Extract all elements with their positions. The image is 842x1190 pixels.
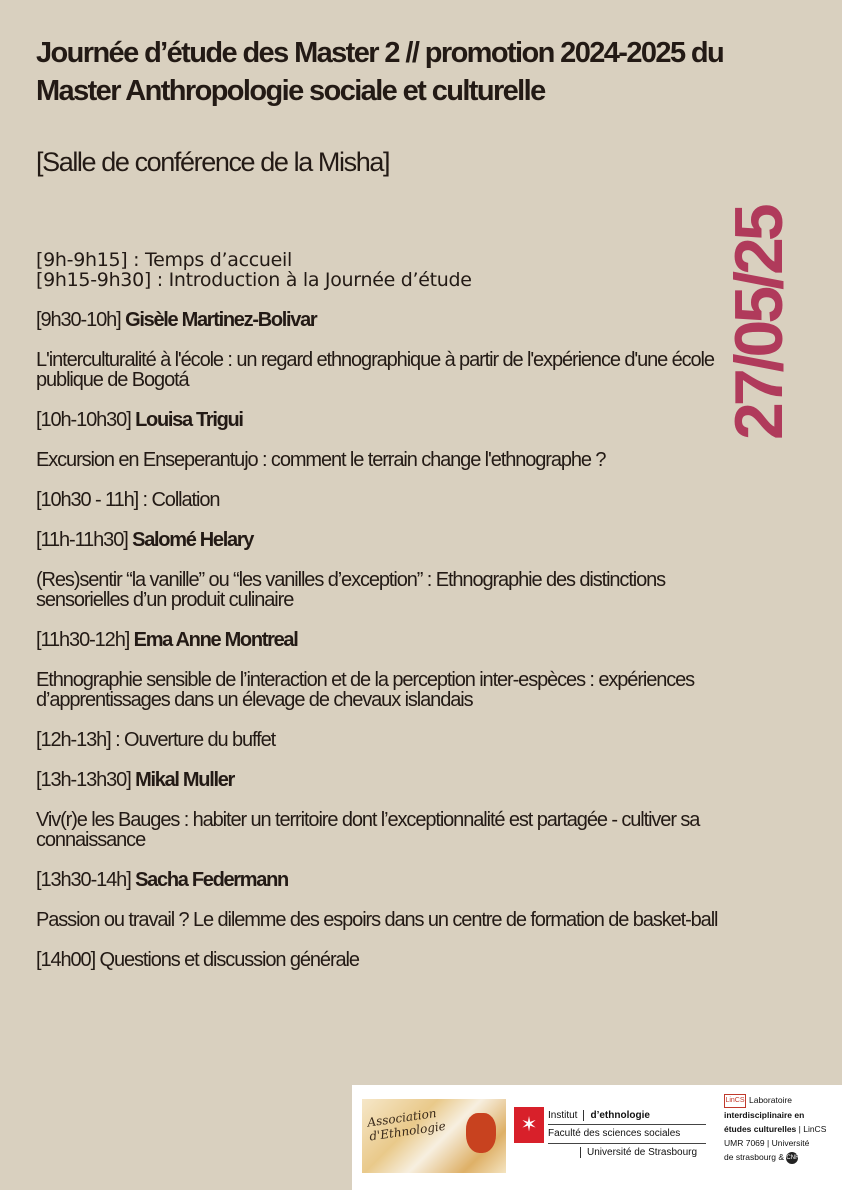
- partner-logos: [352, 1085, 842, 1190]
- intro-slot: [9h15-9h30] : Introduction à la Journée d’étude: [36, 269, 472, 291]
- talk-title: Ethnographie sensible de l’interaction et de la perception inter-espèces : expériences d’apprentissages dans un élevage de chevaux islandais: [36, 669, 695, 711]
- lincs-line: Université: [771, 1137, 810, 1148]
- talk-time: [10h-10h30]: [36, 409, 131, 431]
- talk-time: [13h-13h30]: [36, 769, 131, 791]
- lincs-line: interdisciplinaire en: [724, 1109, 805, 1120]
- divider: [548, 1143, 706, 1144]
- lincs-logo: LinCS Laboratoire interdisciplinaire en études culturelles | LinCS UMR 7069 | Université de strasbourg & CNRS: [724, 1095, 827, 1162]
- talk-speaker: Louisa Trigui: [135, 409, 243, 431]
- event-date: 27/05/25: [721, 207, 797, 440]
- closing-slot: [14h00] Questions et discussion générale: [36, 949, 359, 971]
- institut-ethnologie-logo: [514, 1107, 714, 1165]
- talk-speaker: Ema Anne Montreal: [133, 629, 298, 651]
- logo-universite: Université de Strasbourg: [580, 1147, 697, 1158]
- event-title: Journée d’étude des Master 2 // promotion 2024-2025 du Master Anthropologie sociale et culturelle: [36, 37, 724, 107]
- lincs-line: UMR 7069: [724, 1137, 765, 1148]
- talk-title: (Res)sentir “la vanille” ou “les vanilles d’exception” : Ethnographie des distinctions sensorielles d’un produit culinaire: [36, 569, 666, 611]
- welcome-slot: [9h-9h15] : Temps d’accueil: [36, 249, 292, 271]
- lincs-line: &: [778, 1151, 785, 1162]
- buffet-slot: [12h-13h] : Ouverture du buffet: [36, 729, 276, 751]
- talk-slot: [36, 630, 726, 650]
- talk-title: L'interculturalité à l'école : un regard ethnographique à partir de l'expérience d'une école publique de Bogotá: [36, 349, 714, 391]
- talk-title: Viv(r)e les Bauges : habiter un territoire dont l’exceptionnalité est partagée - cultiver sa connaissance: [36, 809, 700, 851]
- lincs-line: études culturelles: [724, 1123, 797, 1134]
- venue: [Salle de conférence de la Misha]: [36, 147, 390, 177]
- lincs-badge: LinCS: [724, 1094, 746, 1108]
- talk-slot: [36, 410, 726, 430]
- talk-slot: [36, 870, 726, 890]
- talk-speaker: Gisèle Martinez-Bolivar: [125, 309, 317, 331]
- lincs-line: LinCS: [803, 1123, 827, 1134]
- talk-time: [13h30-14h]: [36, 869, 131, 891]
- hand-icon: [466, 1113, 496, 1153]
- talk-slot: [36, 770, 726, 790]
- collation-slot: [10h30 - 11h] : Collation: [36, 489, 220, 511]
- program-opening: [36, 250, 726, 290]
- divider: [548, 1124, 706, 1125]
- talk-time: [11h30-12h]: [36, 629, 130, 651]
- program: [36, 250, 726, 990]
- lincs-line: Laboratoire: [749, 1095, 793, 1105]
- logo-faculte: Faculté des sciences sociales: [548, 1128, 681, 1139]
- talk-speaker: Salomé Helary: [132, 529, 254, 551]
- cnrs-logo: CNRS: [786, 1152, 798, 1164]
- talk-time: [9h30-10h]: [36, 309, 121, 331]
- ethnologie-mark-icon: ✶: [514, 1107, 544, 1143]
- talk-title: Excursion en Enseperantujo : comment le terrain change l'ethnographe ?: [36, 449, 606, 471]
- talk-slot: [36, 530, 726, 550]
- talk-slot: [36, 310, 726, 330]
- talk-speaker: Mikal Muller: [135, 769, 235, 791]
- logo-institut: Institut: [548, 1110, 578, 1121]
- association-ethnologie-logo: [362, 1099, 506, 1173]
- association-logo-text: Association d'Ethnologie: [366, 1106, 447, 1144]
- logo-dethnologie: d’ethnologie: [590, 1110, 650, 1121]
- talk-title: Passion ou travail ? Le dilemme des espoirs dans un centre de formation de basket-ball: [36, 909, 718, 931]
- talk-speaker: Sacha Federmann: [135, 869, 288, 891]
- talk-time: [11h-11h30]: [36, 529, 128, 551]
- lincs-line: de strasbourg: [724, 1151, 776, 1162]
